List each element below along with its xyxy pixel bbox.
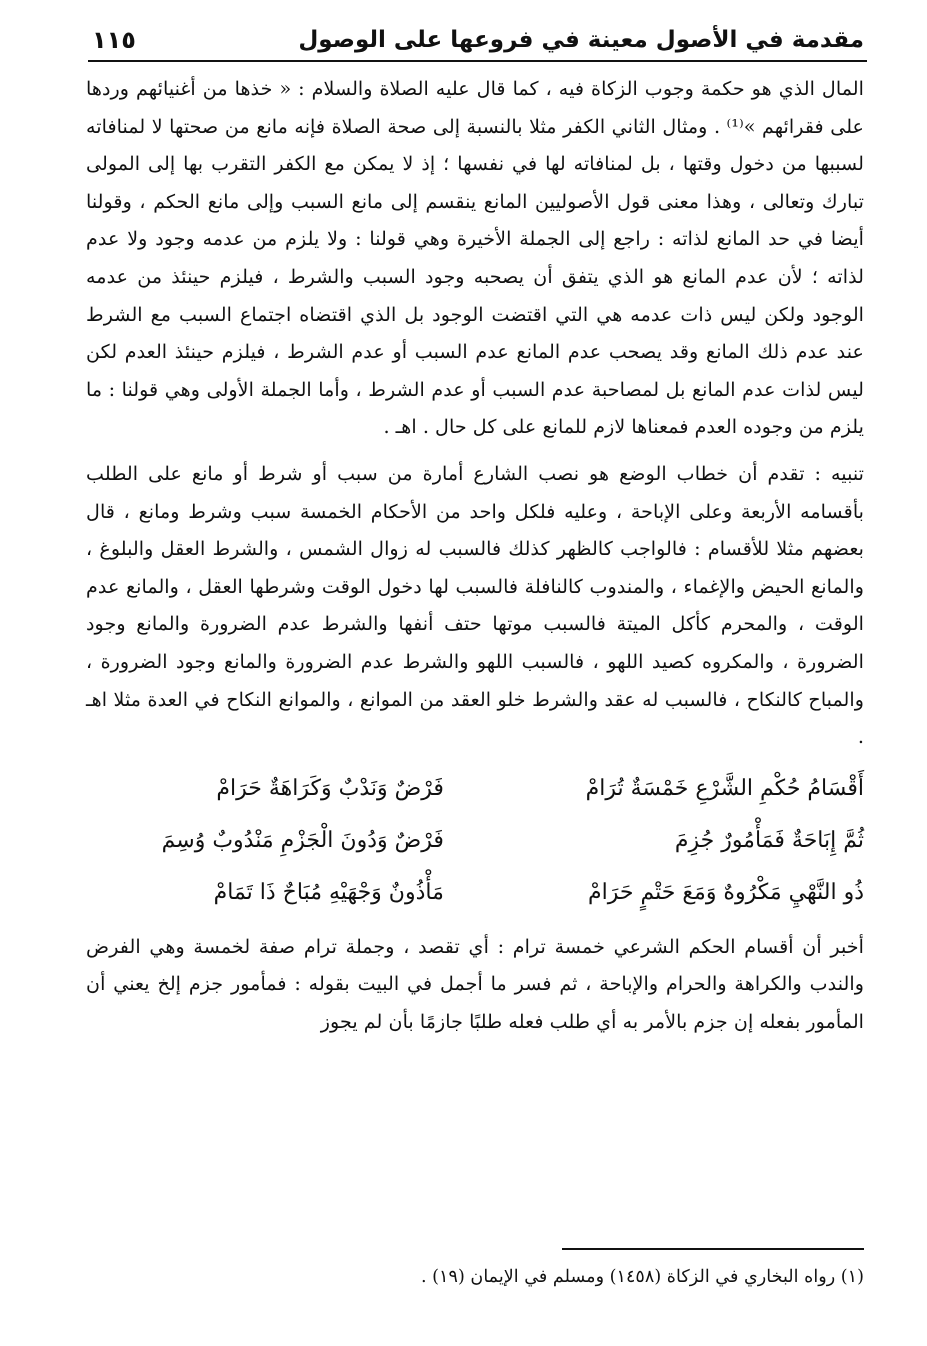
header-divider [88,60,867,62]
poem-verses [86,763,864,919]
footnote: (١) رواه البخاري في الزكاة (١٤٥٨) ومسلم في الإيمان (١٩) . [420,1267,864,1287]
paragraph-mani-explanation: المال الذي هو حكمة وجوب الزكاة فيه ، كما قال عليه الصلاة والسلام : « خذها من أغنيائهم وردها على فقرائهم »⁽¹⁾ . ومثال الثاني الكفر مثلا بالنسبة إلى صحة الصلاة فإنه مانع من صحتها لا لمنافاته لسببها من دخول وقتها ، بل لمنافاته لها في نفسها ؛ إذ لا يمكن مع الكفر التقرب بها إلى المولى تبارك وتعالى ، وهذا معنى قول الأصوليين المانع ينقسم إلى مانع السبب وإلى مانع الحكم ، وقولنا أيضا في حد المانع لذاته : راجع إلى الجملة الأخيرة وهي قولنا : ولا يلزم من عدمه وجود ولا عدم لذاته ؛ لأن عدم المانع هو الذي يتفق أن يصحبه وجود السبب والشرط ، فيلزم حينئذ من عدمه الوجود ولكن ليس ذات عدمه هي التي اقتضت الوجود بل الذي اقتضاه اجتماع السبب مع الشرط عند عدم ذلك المانع وقد يصحب عدم المانع عدم السبب أو عدم الشرط ، فيلزم حينئذ العدم لكن ليس لذات عدم المانع بل لمصاحبة عدم السبب أو عدم الشرط ، وأما الجملة الأولى وهي قولنا : ما يلزم من وجوده العدم فمعناها لازم للمانع على كل حال . اهـ . [86,77,864,439]
verse-1-second-hemistich: فَرْضٌ وَنَدْبٌ وَكَرَاهَةٌ حَرَامْ [216,776,444,802]
page-header [92,22,864,58]
verse-3-first-hemistich: ذُو النَّهْيِ مَكْرُوهٌ وَمَعَ حَتْمٍ حَرَامْ [587,880,864,906]
page-number: ١١٥ [92,26,136,54]
running-title: مقدمة في الأصول معينة في فروعها على الوصول [298,27,864,53]
verse-3-second-hemistich: مَأْذُونٌ وَجْهَيْهِ مُبَاحٌ ذَا تَمَامْ [213,880,444,906]
footnote-divider [562,1248,864,1250]
verse-1 [86,763,864,815]
verse-2-first-hemistich: ثُمَّ إِبَاحَةٌ فَمَأْمُورٌ جُزِمَ [674,828,864,854]
paragraph-commentary: أخبر أن أقسام الحكم الشرعي خمسة ترام : أي تقصد ، وجملة ترام صفة لخمسة وهي الفرض والندب والكراهة والحرام والإباحة ، ثم فسر ما أجمل في البيت بقوله : فمأمور جزم إلخ يعني أن المأمور بفعله إن جزم بالأمر به أي طلب فعله طلبًا جازمًا بأن لم يجوز [86,934,864,1033]
verse-3 [86,867,864,919]
verse-2 [86,815,864,867]
main-text [86,70,864,1040]
paragraph-tanbih: تنبيه : تقدم أن خطاب الوضع هو نصب الشارع أمارة من سبب أو شرط أو مانع على الطلب بأقسامه الأربعة وعلى الإباحة ، وعليه فلكل واحد من الأحكام الخمسة سبب وشرط ومانع ، قال بعضهم مثلا للأقسام : فالواجب كالظهر كذلك فالسبب له زوال الشمس ، والشرط العقل والبلوغ ، والمانع الحيض والإغماء ، والمندوب كالنافلة فالسبب لها دخول الوقت وشرطها العقل ، والمانع عدم الوقت ، والمحرم كأكل الميتة فالسبب موتها حتف أنفها والشرط عدم الضرورة والمانع وجود الضرورة ، والمكروه كصيد اللهو ، فالسبب اللهو والشرط عدم الضرورة والمانع وجود الضرورة ، والمباح كالنكاح ، فالسبب له عقد والشرط خلو العقد من الموانع ، والموانع النكاح في العدة مثلا اهـ . [86,461,864,749]
verse-2-second-hemistich: فَرْضٌ وَدُونَ الْجَزْمِ مَنْدُوبٌ وُسِمَ [161,828,444,854]
verse-1-first-hemistich: أَقْسَامُ حُكْمِ الشَّرْعِ خَمْسَةٌ تُرَامْ [585,776,864,802]
